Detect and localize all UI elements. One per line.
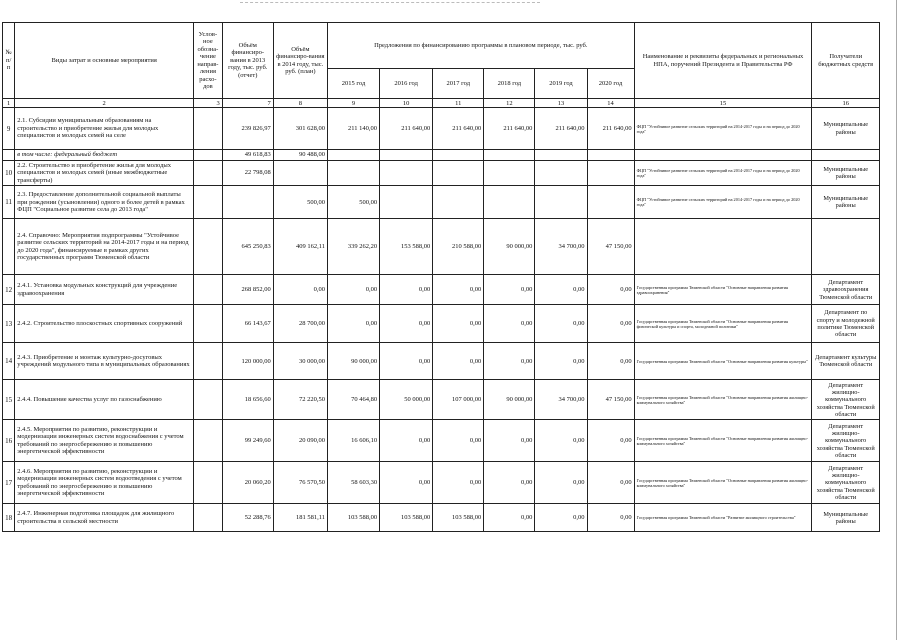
- header-vol2014: Объём финансиро-вания в 2014 году, тыс. руб. (план): [273, 23, 327, 99]
- column-index: 1: [3, 99, 15, 108]
- row-name: в том числе: федеральный бюджет: [15, 150, 194, 161]
- row-cond: [194, 462, 223, 504]
- row-vol2013: 20 060,20: [222, 462, 273, 504]
- row-vol2014: 72 220,50: [273, 380, 327, 420]
- row-year-value: 70 464,80: [327, 380, 379, 420]
- row-cond: [194, 420, 223, 462]
- row-name: 2.4.5. Мероприятия по развитию, реконструкции и модернизации инженерных систем водоснабжения с учетом требований по энергосбережению и повышению энергетической эффективности: [15, 420, 194, 462]
- row-year-value: 0,00: [484, 504, 535, 532]
- row-number: 15: [3, 380, 15, 420]
- header-year: 2017 год: [433, 69, 484, 99]
- row-year-value: [380, 160, 433, 186]
- table-body: [3, 108, 880, 532]
- row-vol2013: 18 656,60: [222, 380, 273, 420]
- row-npa: [634, 219, 812, 275]
- row-recipient: Муниципальные районы: [812, 160, 880, 186]
- row-cond: [194, 504, 223, 532]
- row-recipient: Муниципальные районы: [812, 504, 880, 532]
- row-year-value: 339 262,20: [327, 219, 379, 275]
- row-year-value: 0,00: [587, 462, 634, 504]
- row-name: 2.4.1. Установка модульных конструкций для учреждение здравоохранения: [15, 275, 194, 305]
- row-number: 10: [3, 160, 15, 186]
- table-row: [3, 380, 880, 420]
- row-number: 13: [3, 305, 15, 343]
- row-year-value: [380, 186, 433, 219]
- row-vol2014: 20 090,00: [273, 420, 327, 462]
- row-year-value: 0,00: [433, 275, 484, 305]
- row-cond: [194, 150, 223, 161]
- row-cond: [194, 343, 223, 380]
- row-recipient: Муниципальные районы: [812, 186, 880, 219]
- row-year-value: 0,00: [535, 343, 587, 380]
- column-index: 7: [222, 99, 273, 108]
- row-year-value: [484, 186, 535, 219]
- row-year-value: 0,00: [587, 504, 634, 532]
- row-year-value: [327, 150, 379, 161]
- row-year-value: [535, 186, 587, 219]
- header-year: 2020 год: [587, 69, 634, 99]
- row-npa: Государственная программа Тюменской области "Основные направления развития жилищно-коммунального хозяйства": [634, 380, 812, 420]
- row-recipient: Муниципальные районы: [812, 108, 880, 150]
- row-vol2013: 52 288,76: [222, 504, 273, 532]
- table-row: [3, 504, 880, 532]
- row-year-value: 0,00: [535, 462, 587, 504]
- column-index: 15: [634, 99, 812, 108]
- row-year-value: 0,00: [433, 305, 484, 343]
- row-year-value: 0,00: [484, 420, 535, 462]
- column-index: 13: [535, 99, 587, 108]
- row-npa: ФЦП "Устойчивое развитие сельских территорий на 2014-2017 годы и на период до 2020 года": [634, 186, 812, 219]
- row-year-value: 211 640,00: [484, 108, 535, 150]
- row-number: 17: [3, 462, 15, 504]
- row-number: 12: [3, 275, 15, 305]
- row-recipient: Департамент жилищно-коммунального хозяйства Тюменской области: [812, 420, 880, 462]
- row-npa: [634, 150, 812, 161]
- row-cond: [194, 186, 223, 219]
- row-number: 16: [3, 420, 15, 462]
- row-name: 2.4.3. Приобретение и монтаж культурно-досуговых учреждений модульного типа в муниципальных образованиях: [15, 343, 194, 380]
- row-year-value: 16 606,10: [327, 420, 379, 462]
- row-year-value: [484, 160, 535, 186]
- row-cond: [194, 380, 223, 420]
- row-npa: Государственная программа Тюменской области "Основные направления развития культуры": [634, 343, 812, 380]
- table-row: [3, 343, 880, 380]
- row-year-value: 103 588,00: [433, 504, 484, 532]
- row-npa: Государственная программа Тюменской области "Основные направления развития жилищно-коммунального хозяйства": [634, 420, 812, 462]
- table-row: [3, 462, 880, 504]
- row-npa: ФЦП "Устойчивое развитие сельских территорий на 2014-2017 годы и на период до 2020 года": [634, 160, 812, 186]
- row-year-value: [433, 160, 484, 186]
- row-year-value: 103 588,00: [380, 504, 433, 532]
- row-number: 14: [3, 343, 15, 380]
- row-cond: [194, 108, 223, 150]
- column-index: 3: [194, 99, 223, 108]
- row-name: 2.4. Справочно: Мероприятия подпрограммы "Устойчивое развитие сельских территорий на 2014-2017 годы и на период до 2020 года", финансируемые в рамках других государственных программ Тюменской области: [15, 219, 194, 275]
- row-name: 2.3. Предоставление дополнительной социальной выплаты при рождении (усыновлении) одного и более детей в рамках ФЦП "Социальное развитие села до 2013 года": [15, 186, 194, 219]
- header-cond: Услов-ное обозна-чение направ-ления расхо-дов: [194, 23, 223, 99]
- row-year-value: 211 640,00: [535, 108, 587, 150]
- row-year-value: [535, 160, 587, 186]
- row-vol2013: 22 798,08: [222, 160, 273, 186]
- row-name: 2.1. Субсидии муниципальным образованиям на строительство и приобретение жилья для молодых специалистов и молодых семей на селе: [15, 108, 194, 150]
- column-index-row: [3, 99, 880, 108]
- row-year-value: 107 000,00: [433, 380, 484, 420]
- header-num: № п/п: [3, 23, 15, 99]
- row-recipient: Департамент жилищно-коммунального хозяйства Тюменской области: [812, 462, 880, 504]
- row-recipient: Департамент по спорту и молодежной политике Тюменской области: [812, 305, 880, 343]
- page-edge-line: [896, 0, 897, 640]
- row-vol2014: 90 488,00: [273, 150, 327, 161]
- row-name: 2.2. Строительство и приобретение жилья для молодых специалистов и молодых семей (иные межбюджетные трансферты): [15, 160, 194, 186]
- row-number: [3, 219, 15, 275]
- row-vol2013: 99 249,60: [222, 420, 273, 462]
- row-vol2014: 30 000,00: [273, 343, 327, 380]
- row-recipient: Департамент здравоохранения Тюменской области: [812, 275, 880, 305]
- row-vol2014: 28 700,00: [273, 305, 327, 343]
- row-year-value: 0,00: [484, 305, 535, 343]
- row-name: 2.4.4. Повышение качества услуг по газоснабжению: [15, 380, 194, 420]
- header-npa: Наименование и реквизиты федеральных и региональных НПА, поручений Президента и Правительства РФ: [634, 23, 812, 99]
- row-year-value: 50 000,00: [380, 380, 433, 420]
- row-year-value: [587, 160, 634, 186]
- row-vol2014: [273, 160, 327, 186]
- row-year-value: 211 640,00: [433, 108, 484, 150]
- row-year-value: [433, 150, 484, 161]
- row-vol2014: 301 628,00: [273, 108, 327, 150]
- row-vol2013: 49 618,83: [222, 150, 273, 161]
- row-year-value: 0,00: [484, 275, 535, 305]
- row-year-value: 0,00: [587, 420, 634, 462]
- table-row: [3, 186, 880, 219]
- row-name: 2.4.2. Строительство плоскостных спортивных сооружений: [15, 305, 194, 343]
- row-year-value: 0,00: [535, 420, 587, 462]
- table-row: [3, 275, 880, 305]
- row-year-value: 90 000,00: [484, 219, 535, 275]
- row-vol2013: 645 250,83: [222, 219, 273, 275]
- row-npa: ФЦП "Устойчивое развитие сельских территорий на 2014-2017 годы и на период до 2020 года": [634, 108, 812, 150]
- column-index: 9: [327, 99, 379, 108]
- row-vol2014: 0,00: [273, 275, 327, 305]
- header-year: 2016 год: [380, 69, 433, 99]
- row-year-value: [587, 186, 634, 219]
- table-row: [3, 160, 880, 186]
- row-cond: [194, 275, 223, 305]
- column-index: 2: [15, 99, 194, 108]
- row-year-value: 211 640,00: [380, 108, 433, 150]
- header-recipients: Получатели бюджетных средств: [812, 23, 880, 99]
- row-year-value: 0,00: [433, 420, 484, 462]
- row-year-value: 0,00: [327, 275, 379, 305]
- row-year-value: [327, 160, 379, 186]
- row-year-value: 211 640,00: [587, 108, 634, 150]
- row-vol2013: 239 826,97: [222, 108, 273, 150]
- row-year-value: 47 150,00: [587, 380, 634, 420]
- row-year-value: 0,00: [587, 343, 634, 380]
- row-year-value: 0,00: [535, 305, 587, 343]
- row-vol2013: [222, 186, 273, 219]
- row-year-value: 500,00: [327, 186, 379, 219]
- row-year-value: 90 000,00: [484, 380, 535, 420]
- row-cond: [194, 219, 223, 275]
- row-year-value: 0,00: [535, 275, 587, 305]
- row-year-value: 90 000,00: [327, 343, 379, 380]
- row-recipient: [812, 150, 880, 161]
- row-year-value: 0,00: [380, 420, 433, 462]
- column-index: 12: [484, 99, 535, 108]
- row-vol2014: 500,00: [273, 186, 327, 219]
- column-index: 16: [812, 99, 880, 108]
- column-index: 11: [433, 99, 484, 108]
- row-year-value: 211 140,00: [327, 108, 379, 150]
- header-year: 2015 год: [327, 69, 379, 99]
- row-year-value: 0,00: [484, 343, 535, 380]
- document-sheet: [2, 22, 880, 638]
- row-name: 2.4.6. Мероприятия по развитию, реконструкции и модернизации инженерных систем водоотведения с учетом требований по энергосбережению и повышению энергетической эффективности: [15, 462, 194, 504]
- row-year-value: 0,00: [380, 462, 433, 504]
- row-vol2014: 76 570,50: [273, 462, 327, 504]
- financing-table: [2, 22, 880, 532]
- row-number: 11: [3, 186, 15, 219]
- row-year-value: 0,00: [433, 462, 484, 504]
- row-vol2013: 66 143,67: [222, 305, 273, 343]
- row-year-value: 210 588,00: [433, 219, 484, 275]
- column-index: 14: [587, 99, 634, 108]
- header-vol2013: Объём финансиро-вания в 2013 году, тыс. руб. (отчет): [222, 23, 273, 99]
- header-proposals: Предложения по финансированию программы в плановом периоде, тыс. руб.: [327, 23, 634, 69]
- row-year-value: 0,00: [380, 275, 433, 305]
- row-recipient: Департамент культуры Тюменской области: [812, 343, 880, 380]
- row-year-value: 34 700,00: [535, 380, 587, 420]
- row-cond: [194, 160, 223, 186]
- table-row: [3, 108, 880, 150]
- table-row: [3, 305, 880, 343]
- row-recipient: [812, 219, 880, 275]
- row-year-value: 34 700,00: [535, 219, 587, 275]
- row-number: 9: [3, 108, 15, 150]
- row-year-value: 58 603,30: [327, 462, 379, 504]
- row-year-value: 103 588,00: [327, 504, 379, 532]
- column-index: 10: [380, 99, 433, 108]
- top-dashed-line: [240, 2, 540, 3]
- row-year-value: [535, 150, 587, 161]
- table-row: [3, 219, 880, 275]
- row-year-value: 47 150,00: [587, 219, 634, 275]
- row-vol2013: 268 852,00: [222, 275, 273, 305]
- row-year-value: [587, 150, 634, 161]
- row-year-value: 0,00: [327, 305, 379, 343]
- row-year-value: 0,00: [484, 462, 535, 504]
- row-vol2014: 409 162,11: [273, 219, 327, 275]
- header-year: 2018 год: [484, 69, 535, 99]
- row-number: 18: [3, 504, 15, 532]
- row-vol2013: 120 000,00: [222, 343, 273, 380]
- row-number: [3, 150, 15, 161]
- row-year-value: 0,00: [587, 305, 634, 343]
- row-year-value: [433, 186, 484, 219]
- table-row: [3, 420, 880, 462]
- row-npa: Государственная программа Тюменской области "Основные направления развития здравоохранения": [634, 275, 812, 305]
- table-header: [3, 23, 880, 108]
- header-year: 2019 год: [535, 69, 587, 99]
- header-name: Виды затрат и основные мероприятия: [15, 23, 194, 99]
- table-row: [3, 150, 880, 161]
- row-year-value: 0,00: [380, 343, 433, 380]
- row-recipient: Департамент жилищно-коммунального хозяйства Тюменской области: [812, 380, 880, 420]
- row-year-value: 0,00: [380, 305, 433, 343]
- row-year-value: 0,00: [535, 504, 587, 532]
- row-npa: Государственная программа Тюменской области "Развитие жилищного строительства": [634, 504, 812, 532]
- row-npa: Государственная программа Тюменской области "Основные направления развития физической культуры и спорта, молодежной политики": [634, 305, 812, 343]
- row-year-value: 0,00: [433, 343, 484, 380]
- row-year-value: [380, 150, 433, 161]
- row-name: 2.4.7. Инженерная подготовка площадок для жилищного строительства в сельской местности: [15, 504, 194, 532]
- row-vol2014: 181 581,11: [273, 504, 327, 532]
- row-year-value: 153 588,00: [380, 219, 433, 275]
- column-index: 8: [273, 99, 327, 108]
- row-cond: [194, 305, 223, 343]
- row-year-value: 0,00: [587, 275, 634, 305]
- row-npa: Государственная программа Тюменской области "Основные направления развития жилищно-коммунального хозяйства": [634, 462, 812, 504]
- row-year-value: [484, 150, 535, 161]
